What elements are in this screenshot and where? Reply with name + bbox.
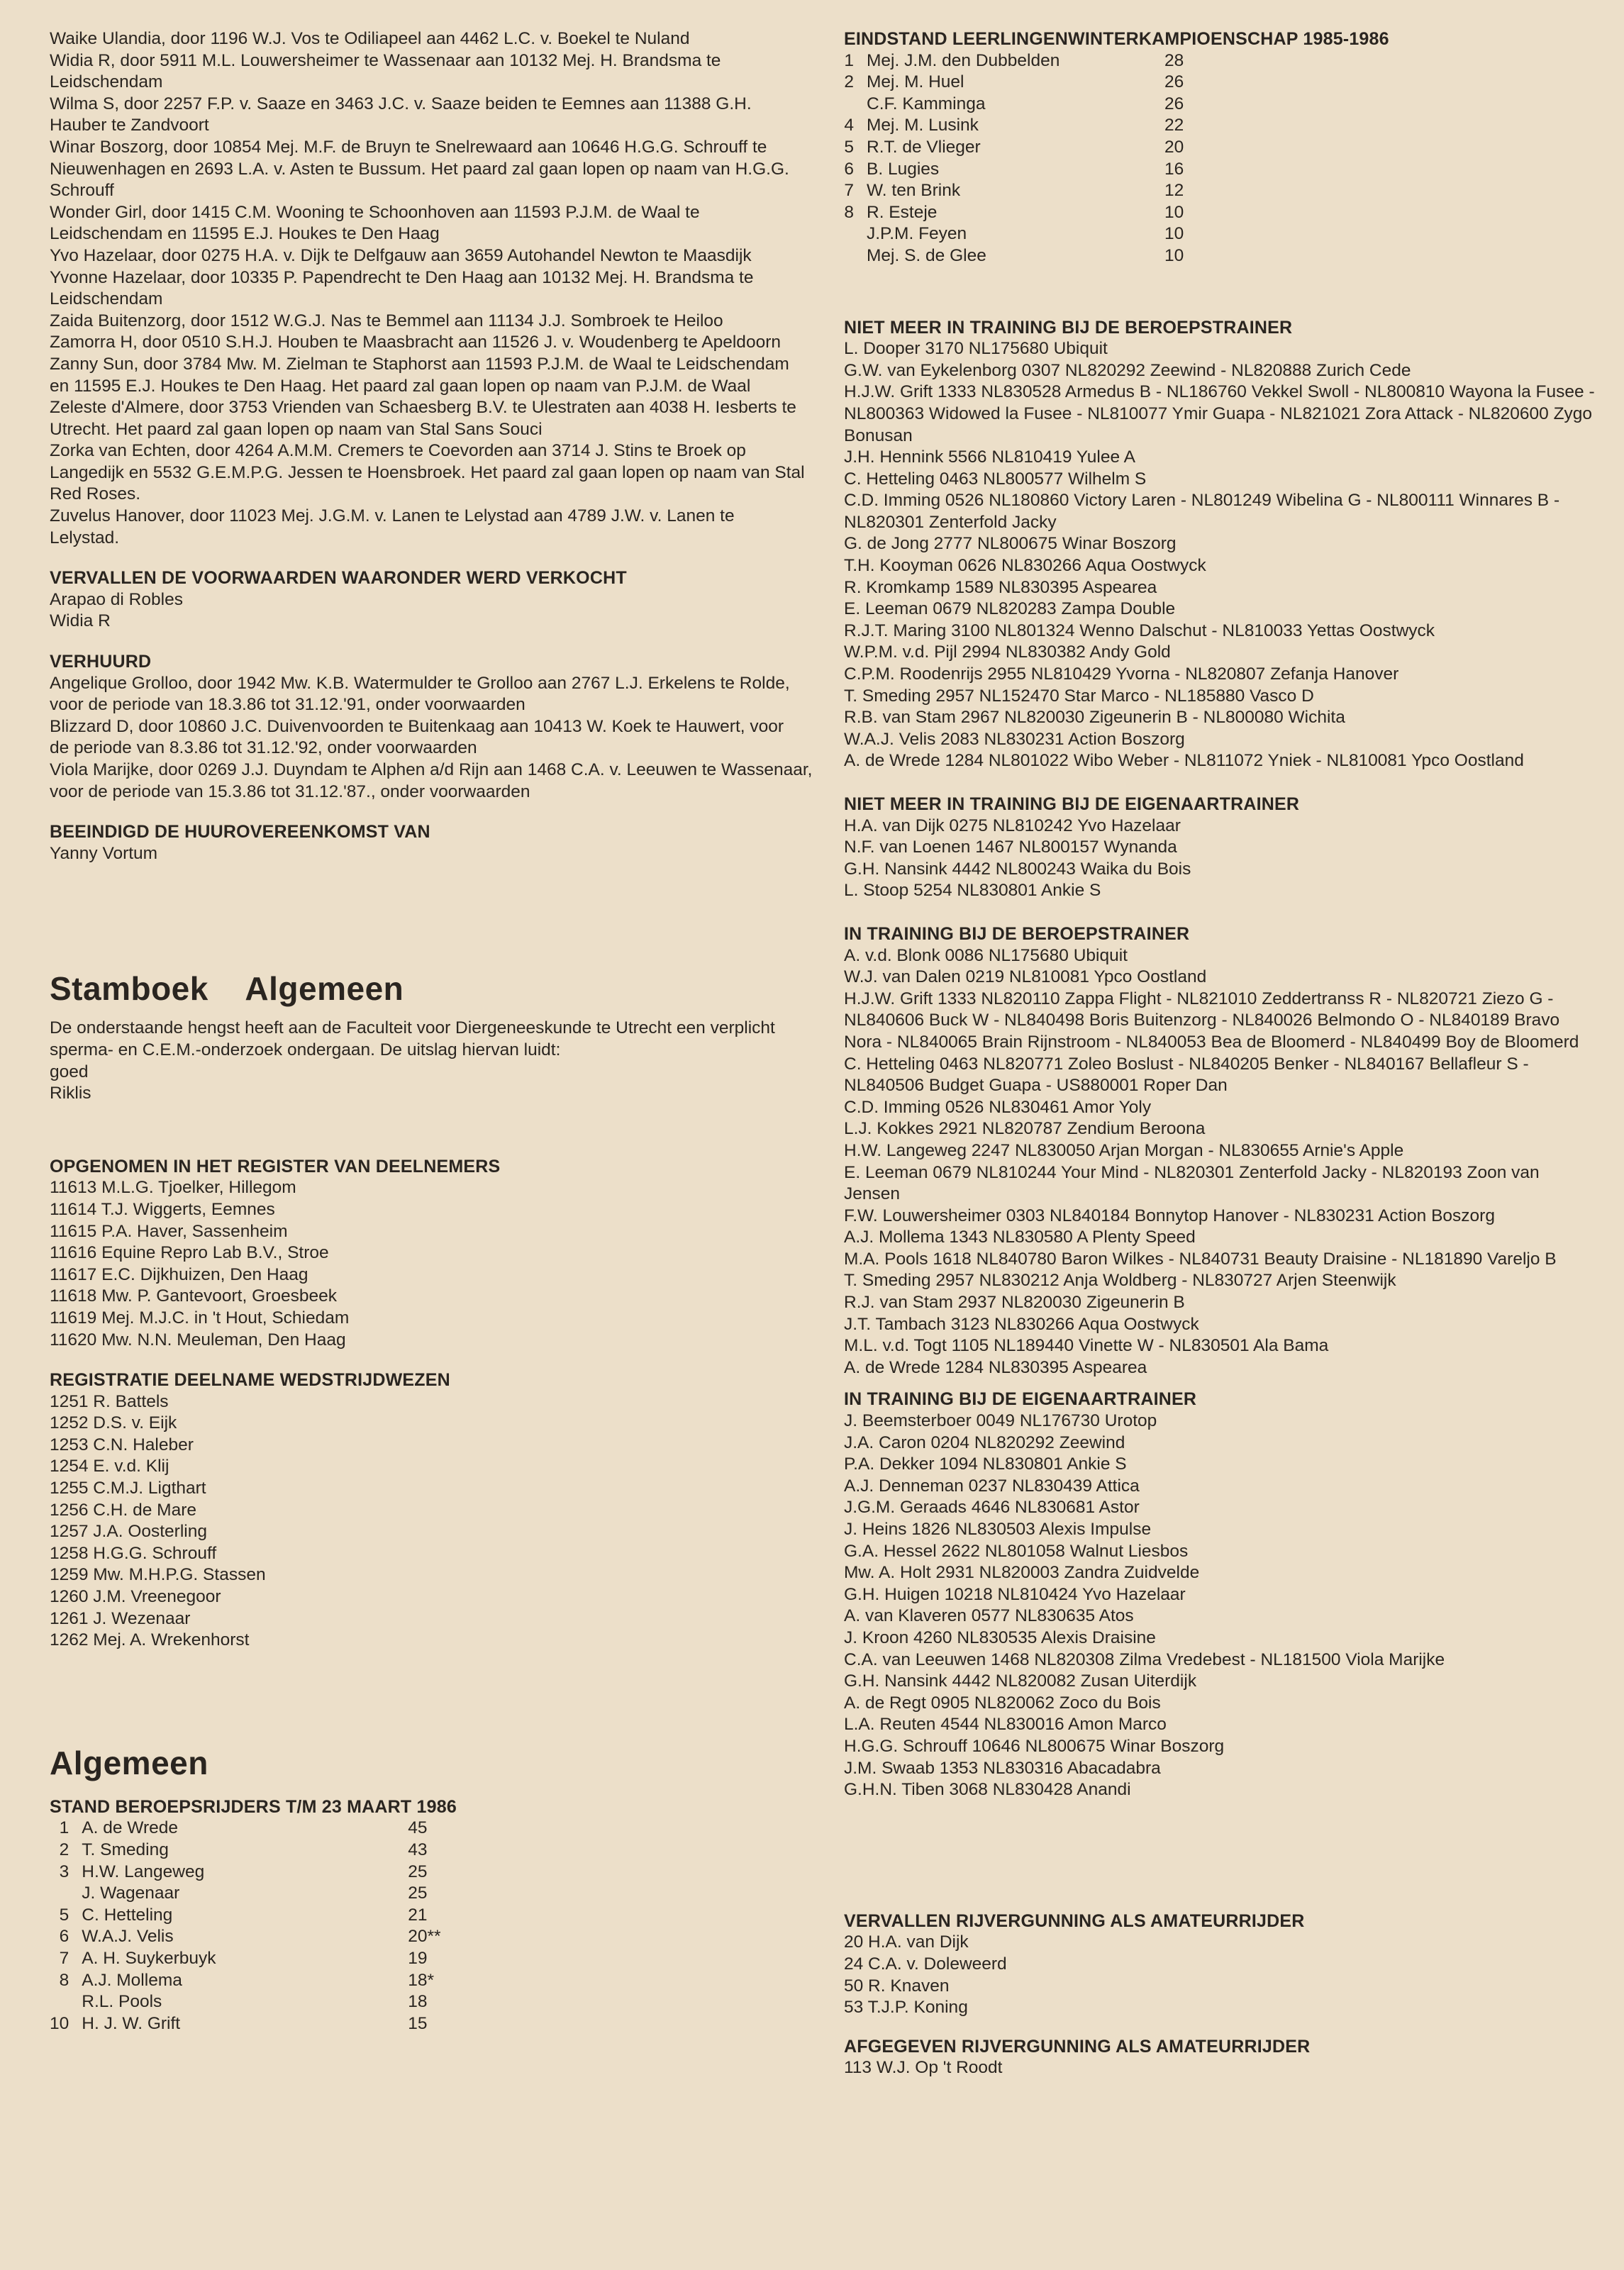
list-item: W.A.J. Velis 2083 NL830231 Action Boszorg (844, 729, 1185, 749)
niet-eigenaar-list (844, 816, 1596, 902)
student-name: Mej. M. Lusink (867, 116, 979, 135)
table-row (844, 180, 1221, 202)
list-item: J. Heins 1826 NL830503 Alexis Impulse (844, 1520, 1152, 1539)
niet-beroeps-heading: NIET MEER IN TRAINING BIJ DE BEROEPSTRAINER (844, 317, 1293, 338)
list-item: A. de Regt 0905 NL820062 Zoco du Bois (844, 1693, 1161, 1713)
stamboek-line: Riklis (50, 1084, 91, 1103)
list-item: T. Smeding 2957 NL152470 Star Marco - NL185880 Vasco D (844, 686, 1314, 706)
list-item: A. de Wrede 1284 NL830395 Aspearea (844, 1357, 1147, 1377)
list-item: 1256 C.H. de Mare (50, 1500, 196, 1520)
entry: Widia R, door 5911 M.L. Louwersheimer te Wassenaar aan 10132 Mej. H. Brandsma te Leidschendam (50, 50, 721, 92)
list-item: N.F. van Loenen 1467 NL800157 Wynanda (844, 838, 1177, 857)
list-item: 24 C.A. v. Doleweerd (844, 1954, 1007, 1974)
list-item: 11620 Mw. N.N. Meuleman, Den Haag (50, 1330, 346, 1350)
list-item: 1253 C.N. Haleber (50, 1435, 194, 1454)
entry: Wonder Girl, door 1415 C.M. Wooning te Schoonhoven aan 11593 P.J.M. de Waal te Leidschendam en 11595 E.J. Houkes te Den Haag (50, 202, 700, 244)
list-item: P.A. Dekker 1094 NL830801 Ankie S (844, 1454, 1127, 1474)
list-item: 20 H.A. van Dijk (844, 1932, 969, 1952)
list-item: W.P.M. v.d. Pijl 2994 NL830382 Andy Gold (844, 642, 1171, 662)
list-item: R. Kromkamp 1589 NL830395 Aspearea (844, 577, 1157, 597)
in-eigenaar-heading: IN TRAINING BIJ DE EIGENAARTRAINER (844, 1389, 1197, 1410)
list-item: 1262 Mej. A. Wrekenhorst (50, 1630, 250, 1650)
score: 25 (408, 1862, 428, 1881)
list-item: C.A. van Leeuwen 1468 NL820308 Zilma Vredebest - NL181500 Viola Marijke (844, 1649, 1445, 1669)
table-row (844, 223, 1221, 245)
list-item: Yanny Vortum (50, 843, 158, 863)
stand-heading: STAND BEROEPSRIJDERS T/M 23 MAART 1986 (50, 1796, 457, 1817)
left-column (50, 28, 816, 2035)
rank (844, 223, 867, 245)
registratie-heading: REGISTRATIE DEELNAME WEDSTRIJDWEZEN (50, 1370, 450, 1391)
list-item: Arapao di Robles (50, 589, 183, 609)
list-item: 11619 Mej. M.J.C. in 't Hout, Schiedam (50, 1308, 350, 1328)
list-item: F.W. Louwersheimer 0303 NL840184 Bonnytop Hanover - NL830231 Action Boszorg (844, 1206, 1495, 1225)
rank: 1 (59, 1818, 69, 1838)
entry: Zamorra H, door 0510 S.H.J. Houben te Maasbracht aan 11526 J. v. Woudenberg te Apeldoorn (50, 333, 781, 352)
table-row (50, 1970, 493, 1992)
right-column (844, 28, 1596, 2079)
entry: Zanny Sun, door 3784 Mw. M. Zielman te Staphorst aan 11593 P.J.M. de Waal te Leidschendam en 11595 E.J. Houkes te Den Haag. Het paard zal gaan lopen op naam van P.J.M. de Waal (50, 354, 789, 396)
list-item: H.A. van Dijk 0275 NL810242 Yvo Hazelaar (844, 816, 1181, 835)
list-item: L. Dooper 3170 NL175680 Ubiquit (844, 339, 1108, 359)
rank: 1 (844, 50, 854, 70)
rider-name: H.W. Langeweg (82, 1862, 205, 1881)
beeindigd-heading: BEEINDIGD DE HUUROVEREENKOMST VAN (50, 822, 430, 842)
list-item: L. Stoop 5254 NL830801 Ankie S (844, 881, 1101, 901)
afgegeven-rij-heading: AFGEGEVEN RIJVERGUNNING ALS AMATEURRIJDER (844, 2036, 1311, 2057)
score: 21 (408, 1905, 428, 1925)
rider-name: C. Hetteling (82, 1905, 173, 1925)
list-item: Blizzard D, door 10860 J.C. Duivenvoorden te Buitenkaag aan 10413 W. Koek te Hauwert, voor de periode van 8.3.86 tot 31.12.'92, onder voorwaarden (50, 716, 784, 758)
list-item: 53 T.J.P. Koning (844, 1998, 968, 2018)
rank: 6 (59, 1927, 69, 1947)
list-item: T. Smeding 2957 NL830212 Anja Woldberg - NL830727 Arjen Steenwijk (844, 1271, 1396, 1291)
list-item: 11618 Mw. P. Gantevoort, Groesbeek (50, 1286, 337, 1306)
score: 10 (1164, 224, 1184, 244)
list-item: R.B. van Stam 2967 NL820030 Zigeunerin B - NL800080 Wichita (844, 708, 1345, 728)
list-item: 113 W.J. Op 't Roodt (844, 2058, 1003, 2078)
entry: Yvo Hazelaar, door 0275 H.A. v. Dijk te Delfgauw aan 3659 Autohandel Newton te Maasdijk (50, 245, 752, 265)
table-row (844, 137, 1221, 159)
entry: Waike Ulandia, door 1196 W.J. Vos te Odiliapeel aan 4462 L.C. v. Boekel te Nuland (50, 29, 690, 48)
table-row (844, 202, 1221, 224)
vervallen-rij-list (844, 1932, 1596, 2018)
verhuurd-heading: VERHUURD (50, 652, 152, 672)
list-item: J.M. Swaab 1353 NL830316 Abacadabra (844, 1758, 1161, 1778)
score: 45 (408, 1818, 428, 1838)
list-item: M.A. Pools 1618 NL840780 Baron Wilkes - NL840731 Beauty Draisine - NL181890 Vareljo B (844, 1249, 1557, 1269)
list-item: A.J. Mollema 1343 NL830580 A Plenty Speed (844, 1228, 1196, 1247)
entry: Zaida Buitenzorg, door 1512 W.G.J. Nas te Bemmel aan 11134 J.J. Sombroek te Heiloo (50, 311, 723, 330)
opgenomen-heading: OPGENOMEN IN HET REGISTER VAN DEELNEMERS (50, 1156, 501, 1176)
list-item: 11615 P.A. Haver, Sassenheim (50, 1221, 288, 1241)
list-item: 1252 D.S. v. Eijk (50, 1413, 177, 1433)
student-name: R. Esteje (867, 202, 938, 222)
list-item: G.H. Huigen 10218 NL810424 Yvo Hazelaar (844, 1584, 1186, 1604)
list-item: G. de Jong 2777 NL800675 Winar Boszorg (844, 534, 1177, 554)
in-beroeps-heading: IN TRAINING BIJ DE BEROEPSTRAINER (844, 923, 1190, 944)
entry: Zuvelus Hanover, door 11023 Mej. J.G.M. v. Lanen te Lelystad aan 4789 J.W. v. Lanen te Lelystad. (50, 506, 735, 547)
list-item: T.H. Kooyman 0626 NL830266 Aqua Oostwyck (844, 556, 1206, 576)
rider-name: H. J. W. Grift (82, 2013, 181, 2033)
rank: 10 (50, 2013, 69, 2033)
rank: 5 (59, 1905, 69, 1925)
list-item: A.J. Denneman 0237 NL830439 Attica (844, 1476, 1140, 1496)
table-row (844, 94, 1221, 116)
stamboek-line: goed (50, 1062, 89, 1081)
rider-name: A.J. Mollema (82, 1970, 182, 1990)
list-item: G.H. Nansink 4442 NL820082 Zusan Uiterdijk (844, 1671, 1197, 1691)
list-item: A. de Wrede 1284 NL801022 Wibo Weber - NL811072 Yniek - NL810081 Ypco Oostland (844, 751, 1524, 771)
list-item: H.W. Langeweg 2247 NL830050 Arjan Morgan - NL830655 Arnie's Apple (844, 1140, 1404, 1160)
list-item: G.H. Nansink 4442 NL800243 Waika du Bois (844, 859, 1191, 879)
table-row (50, 1926, 493, 1948)
table-row (50, 1818, 493, 1840)
stand-table (50, 1818, 493, 2035)
list-item: C.D. Imming 0526 NL830461 Amor Yoly (844, 1097, 1152, 1117)
table-row (50, 1883, 493, 1905)
stamboek-text: De onderstaande hengst heeft aan de Faculteit voor Diergeneeskunde te Utrecht een verplicht sperma- en C.E.M.-onderzoek ondergaan. De uitslag hiervan luidt: (50, 1018, 775, 1059)
list-item: L.A. Reuten 4544 NL830016 Amon Marco (844, 1715, 1167, 1735)
list-item: M.L. v.d. Togt 1105 NL189440 Vinette W - NL830501 Ala Bama (844, 1336, 1329, 1356)
rank (844, 245, 867, 267)
list-item: C.P.M. Roodenrijs 2955 NL810429 Yvorna - NL820807 Zefanja Hanover (844, 664, 1399, 684)
student-name: Mej. J.M. den Dubbelden (867, 50, 1060, 70)
list-item: C. Hetteling 0463 NL800577 Wilhelm S (844, 469, 1147, 489)
list-item: G.A. Hessel 2622 NL801058 Walnut Liesbos (844, 1541, 1189, 1561)
rider-name: T. Smeding (82, 1840, 169, 1859)
rider-name: R.L. Pools (82, 1992, 162, 2012)
table-row (50, 1905, 493, 1927)
list-item: 1261 J. Wezenaar (50, 1608, 191, 1628)
score: 26 (1164, 72, 1184, 92)
score: 43 (408, 1840, 428, 1859)
list-item: 1254 E. v.d. Klij (50, 1457, 169, 1476)
table-row (844, 159, 1221, 181)
list-item: 11617 E.C. Dijkhuizen, Den Haag (50, 1264, 308, 1284)
rank: 7 (59, 1948, 69, 1968)
list-item: R.J.T. Maring 3100 NL801324 Wenno Dalschut - NL810033 Yettas Oostwyck (844, 621, 1435, 640)
list-item: 1257 J.A. Oosterling (50, 1522, 207, 1542)
list-item: C. Hetteling 0463 NL820771 Zoleo Boslust - NL840205 Benker - NL840167 Bellafleur S - NL840506 Budget Guapa - US880001 Roper Dan (844, 1054, 1529, 1096)
score: 25 (408, 1884, 428, 1903)
table-row (844, 115, 1221, 137)
algemeen-title: Algemeen (50, 1744, 208, 1781)
rank (50, 1991, 82, 2013)
score: 19 (408, 1948, 428, 1968)
rank: 2 (844, 72, 854, 92)
rank: 6 (844, 159, 854, 179)
rank: 2 (59, 1840, 69, 1859)
table-row (50, 1948, 493, 1970)
list-item: 50 R. Knaven (844, 1976, 950, 1996)
table-row (844, 245, 1221, 267)
score: 28 (1164, 50, 1184, 70)
eindstand-table (844, 50, 1221, 267)
eindstand-heading: EINDSTAND LEERLINGENWINTERKAMPIOENSCHAP 1985-1986 (844, 29, 1389, 49)
list-item: E. Leeman 0679 NL810244 Your Mind - NL820301 Zenterfold Jacky - NL820193 Zoon van Jensen (844, 1162, 1540, 1204)
score: 20 (1164, 137, 1184, 157)
score: 16 (1164, 159, 1184, 179)
opgenomen-list (50, 1177, 816, 1351)
list-item: A. van Klaveren 0577 NL830635 Atos (844, 1606, 1134, 1626)
list-item: J.T. Tambach 3123 NL830266 Aqua Oostwyck (844, 1314, 1199, 1334)
list-item: C.D. Imming 0526 NL180860 Victory Laren - NL801249 Wibelina G - NL800111 Winnares B - NL820301 Zenterfold Jacky (844, 491, 1560, 532)
table-row (50, 1991, 493, 2013)
score: 10 (1164, 202, 1184, 222)
score: 26 (1164, 94, 1184, 113)
rank: 3 (59, 1862, 69, 1881)
table-row (844, 72, 1221, 94)
student-name: Mej. M. Huel (867, 72, 964, 92)
rider-name: A. H. Suykerbuyk (82, 1948, 216, 1968)
in-beroeps-list (844, 945, 1596, 1379)
list-item: 11614 T.J. Wiggerts, Eemnes (50, 1199, 275, 1219)
student-name: R.T. de Vlieger (867, 137, 981, 157)
in-eigenaar-list (844, 1411, 1596, 1801)
list-item: Mw. A. Holt 2931 NL820003 Zandra Zuidvelde (844, 1563, 1200, 1583)
rank (844, 94, 867, 116)
list-item: H.J.W. Grift 1333 NL820110 Zappa Flight - NL821010 Zeddertranss R - NL820721 Ziezo G - NL840606 Buck W - NL840498 Boris Buitenzorg - NL840026 Belmondo O - NL840189 Bravo Nora - NL840065 Brain Rijnstroom - NL840053 Bea de Bloomerd - NL840499 Boy de Bloomerd (844, 989, 1579, 1052)
list-item: J. Beemsterboer 0049 NL176730 Urotop (844, 1411, 1157, 1431)
rank (50, 1883, 82, 1905)
score: 10 (1164, 245, 1184, 265)
transfer-entries (50, 28, 816, 549)
table-row (50, 1862, 493, 1884)
vervallen-rij-heading: VERVALLEN RIJVERGUNNING ALS AMATEURRIJDER (844, 1910, 1305, 1931)
list-item: H.G.G. Schrouff 10646 NL800675 Winar Boszorg (844, 1736, 1225, 1756)
list-item: Viola Marijke, door 0269 J.J. Duyndam te Alphen a/d Rijn aan 1468 C.A. v. Leeuwen te Wassenaar, voor de periode van 15.3.86 tot 31.12.'87., onder voorwaarden (50, 760, 813, 801)
table-row (50, 1840, 493, 1862)
list-item: 1258 H.G.G. Schrouff (50, 1543, 217, 1563)
rider-name: A. de Wrede (82, 1818, 178, 1838)
rank: 5 (844, 137, 854, 157)
student-name: W. ten Brink (867, 181, 961, 201)
entry: Wilma S, door 2257 F.P. v. Saaze en 3463 J.C. v. Saaze beiden te Eemnes aan 11388 G.H. Hauber te Zandvoort (50, 94, 752, 135)
rider-name: W.A.J. Velis (82, 1927, 174, 1947)
score: 18 (408, 1992, 428, 2012)
list-item: W.J. van Dalen 0219 NL810081 Ypco Oostland (844, 967, 1207, 987)
stamboek-title: Stamboek Algemeen (50, 970, 404, 1008)
list-item: E. Leeman 0679 NL820283 Zampa Double (844, 599, 1176, 619)
entry: Zorka van Echten, door 4264 A.M.M. Cremers te Coevorden aan 3714 J. Stins te Broek op Langedijk en 5532 G.E.M.P.G. Jessen te Hoensbroek. Het paard zal gaan lopen op naam van Stal Red Roses. (50, 441, 805, 504)
score: 15 (408, 2013, 428, 2033)
list-item: 1260 J.M. Vreenegoor (50, 1587, 221, 1607)
rider-name: J. Wagenaar (82, 1884, 180, 1903)
score: 22 (1164, 116, 1184, 135)
niet-eigenaar-heading: NIET MEER IN TRAINING BIJ DE EIGENAARTRAINER (844, 794, 1300, 814)
student-name: Mej. S. de Glee (867, 245, 986, 265)
list-item: J.H. Hennink 5566 NL810419 Yulee A (844, 447, 1135, 467)
entry: Zeleste d'Almere, door 3753 Vrienden van Schaesberg B.V. te Ulestraten aan 4038 H. Iesberts te Utrecht. Het paard zal gaan lopen op naam van Stal Sans Souci (50, 398, 796, 439)
score: 12 (1164, 181, 1184, 201)
rank: 8 (844, 202, 854, 222)
rank: 4 (844, 116, 854, 135)
entry: Winar Boszorg, door 10854 Mej. M.F. de Bruyn te Snelrewaard aan 10646 H.G.G. Schrouff te Nieuwenhagen en 2693 L.A. v. Asten te Bussum. Het paard zal gaan lopen op naam van H.G.G. Schrouff (50, 137, 789, 201)
list-item: 11613 M.L.G. Tjoelker, Hillegom (50, 1178, 296, 1198)
list-item: J. Kroon 4260 NL830535 Alexis Draisine (844, 1628, 1156, 1647)
list-item: G.W. van Eykelenborg 0307 NL820292 Zeewind - NL820888 Zurich Cede (844, 360, 1411, 380)
list-item: L.J. Kokkes 2921 NL820787 Zendium Beroona (844, 1119, 1206, 1139)
entry: Yvonne Hazelaar, door 10335 P. Papendrecht te Den Haag aan 10132 Mej. H. Brandsma te Leidschendam (50, 267, 754, 309)
vervallen-heading: VERVALLEN DE VOORWAARDEN WAARONDER WERD VERKOCHT (50, 568, 627, 589)
list-item: 11616 Equine Repro Lab B.V., Stroe (50, 1243, 329, 1263)
student-name: J.P.M. Feyen (867, 224, 967, 244)
table-row (50, 2013, 493, 2035)
student-name: B. Lugies (867, 159, 940, 179)
niet-beroeps-list (844, 338, 1596, 772)
list-item: 1255 C.M.J. Ligthart (50, 1479, 206, 1498)
score: 18* (408, 1970, 435, 1990)
list-item: 1251 R. Battels (50, 1391, 169, 1411)
list-item: Angelique Grolloo, door 1942 Mw. K.B. Watermulder te Grolloo aan 2767 L.J. Erkelens te Rolde, voor de periode van 18.3.86 tot 31.12.'91, onder voorwaarden (50, 673, 790, 715)
list-item: Widia R (50, 611, 111, 631)
student-name: C.F. Kamminga (867, 94, 986, 113)
list-item: R.J. van Stam 2937 NL820030 Zigeunerin B (844, 1293, 1185, 1313)
list-item: J.A. Caron 0204 NL820292 Zeewind (844, 1432, 1125, 1452)
table-row (844, 50, 1221, 72)
list-item: J.G.M. Geraads 4646 NL830681 Astor (844, 1498, 1140, 1518)
list-item: H.J.W. Grift 1333 NL830528 Armedus B - NL186760 Vekkel Swoll - NL800810 Wayona la Fusee - NL800363 Widowed la Fusee - NL810077 Ymir Guapa - NL821021 Zora Attack - NL820600 Zygo Bonusan (844, 382, 1595, 445)
registratie-list (50, 1391, 816, 1652)
score: 20** (408, 1927, 441, 1947)
rank: 7 (844, 181, 854, 201)
list-item: 1259 Mw. M.H.P.G. Stassen (50, 1565, 266, 1585)
rank: 8 (59, 1970, 69, 1990)
list-item: G.H.N. Tiben 3068 NL830428 Anandi (844, 1780, 1131, 1800)
list-item: A. v.d. Blonk 0086 NL175680 Ubiquit (844, 945, 1128, 965)
